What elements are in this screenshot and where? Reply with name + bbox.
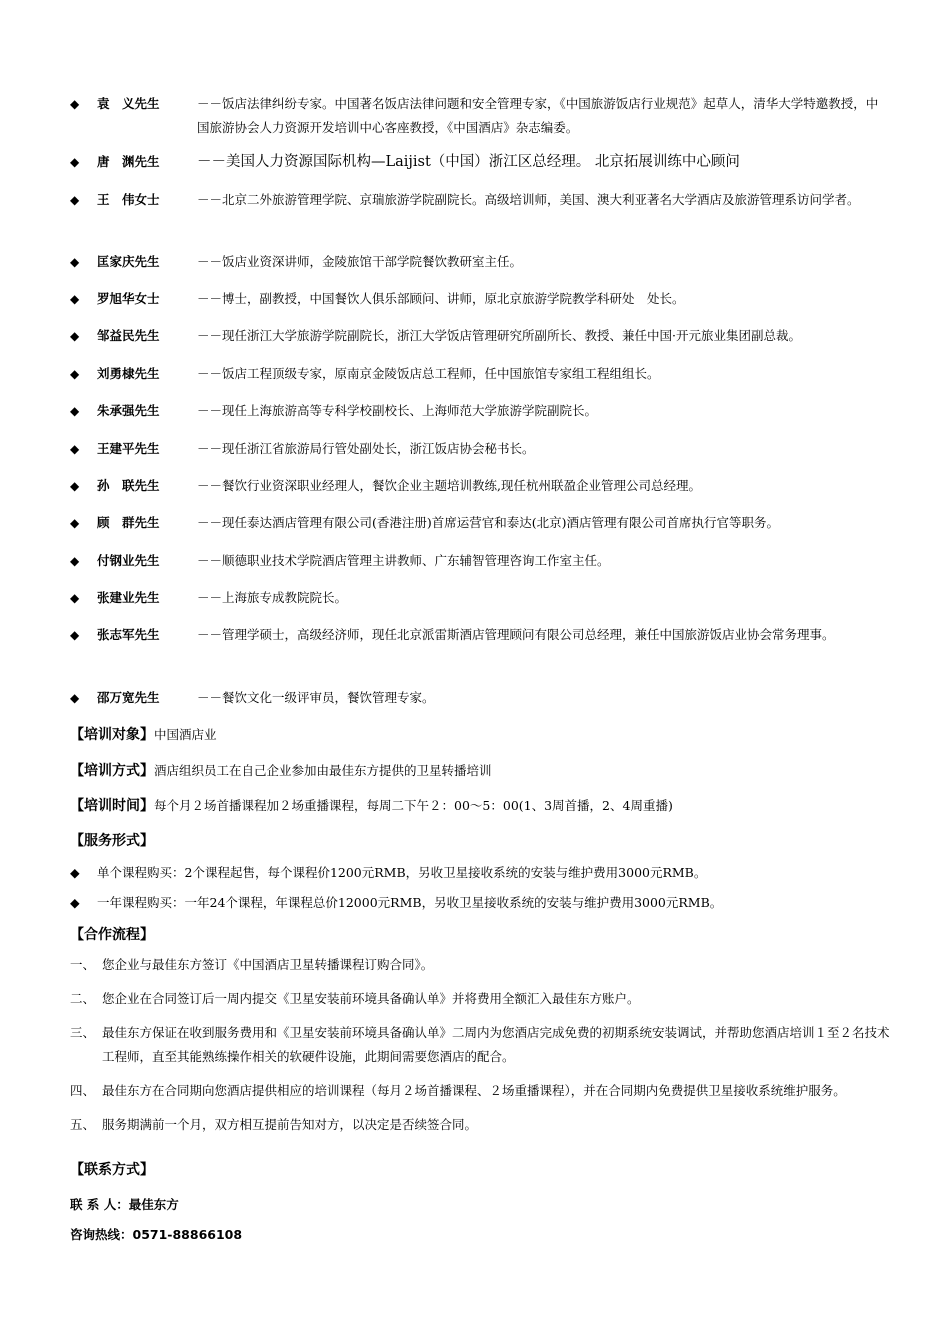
expert-item	[70, 362, 890, 386]
expert-desc: －－现任泰达酒店管理有限公司(香港注册)首席运营官和泰达(北京)酒店管理有限公司首席执行官等职务。	[197, 515, 780, 530]
expert-item	[70, 686, 890, 710]
expert-desc: －－饭店业资深讲师，金陵旅馆干部学院餐饮教研室主任。	[197, 254, 523, 269]
training-time-value: 每个月２场首播课程加２场重播课程，每周二下午２：00～5：00(1、3周首播，2、4周重播)	[154, 798, 673, 813]
expert-name: 王建平先生	[97, 441, 160, 456]
training-target	[70, 723, 890, 747]
contact-person: 联 系 人：最佳东方	[70, 1197, 179, 1212]
expert-name: 张志军先生	[97, 627, 160, 642]
flow-item-number: 二、	[70, 991, 96, 1006]
expert-desc: －－上海旅专成教院院长。	[197, 590, 348, 605]
flow-item-text: 最佳东方在合同期向您酒店提供相应的培训课程（每月２场首播课程、２场重播课程），并在合同期内免费提供卫星接收系统维护服务。	[102, 1083, 846, 1098]
training-method-label: 【培训方式】	[70, 763, 154, 779]
expert-item	[70, 324, 890, 348]
service-section	[70, 829, 890, 915]
contact-section	[70, 1158, 890, 1182]
diamond-bullet-icon: ◆	[70, 155, 80, 169]
diamond-bullet-icon: ◆	[70, 97, 80, 111]
expert-item	[70, 250, 890, 274]
diamond-bullet-icon: ◆	[70, 865, 80, 880]
expert-item	[70, 399, 890, 423]
expert-name: 刘勇棣先生	[97, 366, 160, 381]
diamond-bullet-icon: ◆	[70, 442, 80, 456]
expert-name: 邹益民先生	[97, 328, 160, 343]
diamond-bullet-icon: ◆	[70, 554, 80, 568]
diamond-bullet-icon: ◆	[70, 193, 80, 207]
diamond-bullet-icon: ◆	[70, 367, 80, 381]
expert-name: 袁 义先生	[97, 96, 160, 111]
expert-desc: －－美国人力资源国际机构—Laijist（中国）浙江区总经理。 北京拓展训练中心顾问	[197, 154, 740, 170]
diamond-bullet-icon: ◆	[70, 404, 80, 418]
expert-item	[70, 437, 890, 461]
training-time-label: 【培训时间】	[70, 798, 154, 814]
flow-item-text: 您企业在合同签订后一周内提交《卫星安装前环境具备确认单》并将费用全额汇入最佳东方账户。	[102, 991, 640, 1006]
expert-name: 张建业先生	[97, 590, 160, 605]
service-item-text: 单个课程购买：2个课程起售，每个课程价1200元RMB，另收卫星接收系统的安装与维护费用3000元RMB。	[97, 865, 707, 880]
expert-item	[70, 287, 890, 311]
contact-label: 【联系方式】	[70, 1162, 154, 1178]
flow-item-number: 三、	[70, 1025, 96, 1040]
service-item	[70, 861, 890, 885]
flow-item-text: 您企业与最佳东方签订《中国酒店卫星转播课程订购合同》。	[102, 957, 434, 972]
expert-name: 付钢业先生	[97, 553, 160, 568]
expert-desc: －－北京二外旅游管理学院、京瑞旅游学院副院长。高级培训师，美国、澳大利亚著名大学酒店及旅游管理系访问学者。	[197, 192, 860, 207]
expert-name: 顾 群先生	[97, 515, 160, 530]
flow-item	[70, 987, 890, 1011]
expert-item	[70, 188, 890, 212]
flow-item-number: 一、	[70, 957, 96, 972]
diamond-bullet-icon: ◆	[70, 255, 80, 269]
expert-name: 孙 联先生	[97, 478, 160, 493]
expert-item	[70, 511, 890, 535]
training-time	[70, 794, 890, 818]
expert-name: 罗旭华女士	[97, 291, 160, 306]
expert-desc: －－博士，副教授，中国餐饮人俱乐部顾问、讲师，原北京旅游学院教学科研处 处长。	[197, 291, 685, 306]
expert-desc: －－现任浙江大学旅游学院副院长，浙江大学饭店管理研究所副所长、教授、兼任中国·开元旅业集团副总裁。	[197, 328, 801, 343]
expert-item	[70, 150, 890, 174]
contact-hotline: 咨询热线：0571-88866108	[70, 1227, 243, 1242]
expert-desc: －－餐饮行业资深职业经理人，餐饮企业主题培训教练,现任杭州联盈企业管理公司总经理。	[197, 478, 701, 493]
expert-name: 朱承强先生	[97, 403, 160, 418]
flow-label: 【合作流程】	[70, 927, 154, 943]
flow-item-text: 服务期满前一个月，双方相互提前告知对方，以决定是否续签合同。	[102, 1117, 478, 1132]
service-item-text: 一年课程购买：一年24个课程，年课程总价12000元RMB，另收卫星接收系统的安装与维护费用3000元RMB。	[97, 895, 723, 910]
expert-desc: －－现任浙江省旅游局行管处副处长，浙江饭店协会秘书长。	[197, 441, 535, 456]
diamond-bullet-icon: ◆	[70, 479, 80, 493]
flow-item	[70, 953, 890, 977]
service-label: 【服务形式】	[70, 833, 154, 849]
expert-desc: －－饭店法律纠纷专家。中国著名饭店法律问题和安全管理专家，《中国旅游饭店行业规范》起草人，清华大学特邀教授，中国旅游协会人力资源开发培训中心客座教授，《中国酒店》杂志编委。	[197, 96, 879, 135]
expert-item	[70, 549, 890, 573]
flow-item-number: 五、	[70, 1117, 96, 1132]
training-target-label: 【培训对象】	[70, 727, 154, 743]
expert-name: 邵万宽先生	[97, 690, 160, 705]
flow-item	[70, 1113, 890, 1137]
expert-item	[70, 623, 890, 647]
expert-desc: －－顺德职业技术学院酒店管理主讲教师、广东辅智管理咨询工作室主任。	[197, 553, 610, 568]
expert-item	[70, 92, 890, 140]
diamond-bullet-icon: ◆	[70, 292, 80, 306]
expert-name: 王 伟女士	[97, 192, 160, 207]
diamond-bullet-icon: ◆	[70, 628, 80, 642]
flow-item-text: 最佳东方保证在收到服务费用和《卫星安装前环境具备确认单》二周内为您酒店完成免费的初期系统安装调试，并帮助您酒店培训１至２名技术工程师，直至其能熟练操作相关的软硬件设施，此期间需要您酒店的配合。	[102, 1025, 890, 1064]
diamond-bullet-icon: ◆	[70, 516, 80, 530]
service-item	[70, 891, 890, 915]
flow-item	[70, 1079, 890, 1103]
expert-desc: －－饭店工程顶级专家，原南京金陵饭店总工程师，任中国旅馆专家组工程组组长。	[197, 366, 660, 381]
flow-section	[70, 923, 890, 1147]
diamond-bullet-icon: ◆	[70, 591, 80, 605]
expert-item	[70, 586, 890, 610]
expert-name: 匡家庆先生	[97, 254, 160, 269]
diamond-bullet-icon: ◆	[70, 691, 80, 705]
diamond-bullet-icon: ◆	[70, 329, 80, 343]
diamond-bullet-icon: ◆	[70, 895, 80, 910]
expert-name: 唐 渊先生	[97, 154, 160, 169]
expert-desc: －－现任上海旅游高等专科学校副校长、上海师范大学旅游学院副院长。	[197, 403, 598, 418]
training-target-value: 中国酒店业	[154, 727, 217, 742]
expert-desc: －－餐饮文化一级评审员，餐饮管理专家。	[197, 690, 435, 705]
training-method-value: 酒店组织员工在自己企业参加由最佳东方提供的卫星转播培训	[154, 763, 492, 778]
flow-item	[70, 1021, 890, 1069]
expert-desc: －－管理学硕士，高级经济师，现任北京派雷斯酒店管理顾问有限公司总经理，兼任中国旅游饭店业协会常务理事。	[197, 627, 835, 642]
flow-item-number: 四、	[70, 1083, 96, 1098]
training-method	[70, 759, 890, 783]
expert-item	[70, 474, 890, 498]
